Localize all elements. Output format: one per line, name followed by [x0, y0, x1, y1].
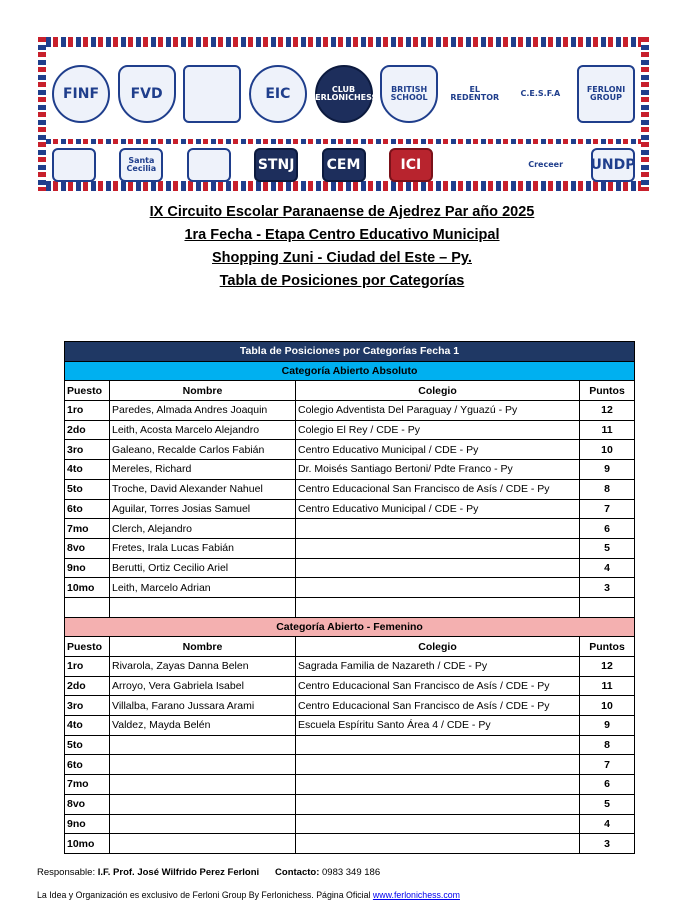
cell-nombre: Mereles, Richard	[110, 460, 296, 480]
cell-colegio	[296, 755, 580, 775]
cell-nombre: Clerch, Alejandro	[110, 519, 296, 539]
cell-puesto: 1ro	[65, 657, 110, 677]
chess-king-logo-text: FINF	[62, 85, 100, 102]
undp-logo-text: UNDP	[590, 156, 636, 173]
creceer-logo-text: Creceer	[528, 159, 564, 169]
cell-nombre: Villalba, Farano Jussara Arami	[110, 696, 296, 716]
category-row-femenino	[65, 617, 635, 637]
cell-nombre: Fretes, Irala Lucas Fabián	[110, 538, 296, 558]
cell-nombre: Troche, David Alexander Nahuel	[110, 479, 296, 499]
cell-colegio: Centro Educacional San Francisco de Asís / CDE - Py	[296, 676, 580, 696]
cell-puntos: 6	[580, 775, 635, 795]
cell-puntos: 5	[580, 794, 635, 814]
church-logo-text	[210, 92, 214, 96]
cell-puesto: 4to	[65, 716, 110, 736]
cell-puesto: 9no	[65, 558, 110, 578]
cell-puesto: 2do	[65, 676, 110, 696]
christ-statue-icon	[446, 65, 504, 123]
col-header-puntos: Puntos	[580, 381, 635, 401]
seal-logo-text: EIC	[265, 85, 291, 102]
heading-table-title: Tabla de Posiciones por Categorías	[219, 273, 465, 289]
table-title: Tabla de Posiciones por Categorías Fecha 1	[65, 342, 635, 362]
cell-nombre: Rivarola, Zayas Danna Belen	[110, 657, 296, 677]
col-header-puesto: Puesto	[65, 381, 110, 401]
contacto-label: Contacto:	[275, 867, 320, 878]
blank-cell	[296, 597, 580, 617]
cell-nombre	[110, 755, 296, 775]
website-link[interactable]: www.ferlonichess.com	[372, 890, 460, 900]
cell-puntos: 12	[580, 657, 635, 677]
document-headings	[0, 201, 684, 293]
cell-colegio: Centro Educacional San Francisco de Asís / CDE - Py	[296, 479, 580, 499]
col-header-colegio: Colegio	[296, 637, 580, 657]
col-header-puesto: Puesto	[65, 637, 110, 657]
cell-colegio	[296, 794, 580, 814]
cell-nombre	[110, 794, 296, 814]
cell-puesto: 10mo	[65, 578, 110, 598]
cell-puesto: 6to	[65, 499, 110, 519]
sponsor-banner	[38, 37, 649, 191]
cell-colegio	[296, 834, 580, 854]
cell-nombre: Aguilar, Torres Josias Samuel	[110, 499, 296, 519]
blank-cell	[580, 597, 635, 617]
responsable-name: I.F. Prof. José Wilfrido Perez Ferloni	[97, 867, 260, 878]
cell-nombre: Arroyo, Vera Gabriela Isabel	[110, 676, 296, 696]
col-header-nombre: Nombre	[110, 381, 296, 401]
cell-nombre: Berutti, Ortiz Cecilio Ariel	[110, 558, 296, 578]
cell-puesto: 3ro	[65, 440, 110, 460]
cell-puesto: 10mo	[65, 834, 110, 854]
cell-puntos: 9	[580, 716, 635, 736]
colegio-seal-icon	[187, 148, 231, 182]
cell-colegio: Sagrada Familia de Nazareth / CDE - Py	[296, 657, 580, 677]
table-row	[65, 716, 635, 736]
cell-nombre	[110, 814, 296, 834]
cell-nombre: Galeano, Recalde Carlos Fabián	[110, 440, 296, 460]
table-row	[65, 499, 635, 519]
cell-nombre	[110, 834, 296, 854]
table-row	[65, 834, 635, 854]
shield-crest-logo-text: FVD	[130, 85, 163, 102]
cell-nombre	[110, 775, 296, 795]
chessboard-icon	[309, 65, 378, 123]
church-icon	[183, 65, 241, 123]
blank-cell	[110, 597, 296, 617]
table-row	[65, 696, 635, 716]
cell-colegio: Colegio El Rey / CDE - Py	[296, 420, 580, 440]
cell-nombre: Paredes, Almada Andres Joaquin	[110, 401, 296, 421]
cell-puntos: 3	[580, 578, 635, 598]
table-row	[65, 460, 635, 480]
seal-icon	[249, 65, 307, 123]
banner-stripe-left	[38, 37, 46, 191]
cell-colegio	[296, 735, 580, 755]
table-row	[65, 578, 635, 598]
table-title-row	[65, 342, 635, 362]
table-row	[65, 775, 635, 795]
cell-colegio	[296, 578, 580, 598]
cell-puntos: 11	[580, 420, 635, 440]
cell-colegio	[296, 775, 580, 795]
stnj-logo-text: STNJ	[257, 156, 295, 173]
table-row	[65, 519, 635, 539]
undp-icon	[591, 148, 635, 182]
contacto-value: 0983 349 186	[319, 867, 381, 878]
cell-puntos: 10	[580, 696, 635, 716]
sunrise-icon	[322, 148, 366, 182]
cell-puntos: 10	[580, 440, 635, 460]
cell-puntos: 3	[580, 834, 635, 854]
cell-puesto: 3ro	[65, 696, 110, 716]
cell-puesto: 5to	[65, 735, 110, 755]
cell-puntos: 9	[580, 460, 635, 480]
cell-puntos: 8	[580, 479, 635, 499]
colegio-seal-logo-text	[207, 163, 211, 167]
cell-puntos: 8	[580, 735, 635, 755]
school-building-icon	[52, 148, 96, 182]
creceer-icon	[524, 148, 568, 182]
cell-puntos: 6	[580, 519, 635, 539]
cell-colegio	[296, 519, 580, 539]
table-row	[65, 538, 635, 558]
cross-icon	[511, 65, 569, 123]
cell-puesto: 8vo	[65, 538, 110, 558]
table-row	[65, 479, 635, 499]
runner-logo-text: ICI	[400, 156, 422, 173]
cell-nombre: Leith, Marcelo Adrian	[110, 578, 296, 598]
cell-nombre: Valdez, Mayda Belén	[110, 716, 296, 736]
cell-puesto: 4to	[65, 460, 110, 480]
cell-puntos: 12	[580, 401, 635, 421]
category-row-absoluto	[65, 361, 635, 381]
cell-colegio	[296, 814, 580, 834]
cell-puesto: 1ro	[65, 401, 110, 421]
table-row	[65, 420, 635, 440]
cell-puntos: 7	[580, 499, 635, 519]
santa-rosa-shield-icon	[456, 148, 500, 182]
standings-table	[64, 341, 635, 854]
footer-credit	[37, 890, 460, 900]
banner-stripe-top	[38, 37, 649, 47]
cross-logo-text: C.E.S.F.A	[520, 88, 561, 98]
cell-nombre: Leith, Acosta Marcelo Alejandro	[110, 420, 296, 440]
cell-colegio: Colegio Adventista Del Paraguay / Yguazú - Py	[296, 401, 580, 421]
stnj-icon	[254, 148, 298, 182]
cell-puntos: 4	[580, 814, 635, 834]
blank-separator-row	[65, 597, 635, 617]
logo-row-top	[52, 51, 635, 137]
table-row	[65, 558, 635, 578]
table-row	[65, 814, 635, 834]
table-row	[65, 440, 635, 460]
cell-colegio: Escuela Espíritu Santo Área 4 / CDE - Py	[296, 716, 580, 736]
table-row	[65, 755, 635, 775]
cell-puesto: 9no	[65, 814, 110, 834]
category-absoluto-label: Categoría Abierto Absoluto	[65, 361, 635, 381]
col-header-nombre: Nombre	[110, 637, 296, 657]
cell-colegio: Centro Educativo Municipal / CDE - Py	[296, 499, 580, 519]
logo-row-bottom	[52, 147, 635, 183]
cell-puesto: 6to	[65, 755, 110, 775]
cell-puesto: 7mo	[65, 519, 110, 539]
responsable-label: Responsable:	[37, 867, 98, 878]
cell-nombre	[110, 735, 296, 755]
column-header-row	[65, 637, 635, 657]
christ-statue-logo-text: EL REDENTOR	[450, 84, 500, 102]
union-jack-shield-icon	[380, 65, 438, 123]
table-row	[65, 735, 635, 755]
banner-stripe-middle	[38, 139, 649, 144]
cell-puesto: 8vo	[65, 794, 110, 814]
cell-puntos: 5	[580, 538, 635, 558]
santa-rosa-shield-logo-text	[476, 163, 480, 167]
runner-icon	[389, 148, 433, 182]
school-building-logo-text	[72, 163, 76, 167]
heading-fecha: 1ra Fecha - Etapa Centro Educativo Municipal	[184, 227, 500, 243]
col-header-colegio: Colegio	[296, 381, 580, 401]
sunrise-logo-text: CEM	[326, 156, 361, 173]
heading-location: Shopping Zuni - Ciudad del Este – Py.	[212, 250, 472, 266]
blank-cell	[65, 597, 110, 617]
ferloni-group-icon	[577, 65, 635, 123]
cell-puntos: 7	[580, 755, 635, 775]
institute-seal-icon	[119, 148, 163, 182]
cell-colegio	[296, 558, 580, 578]
chessboard-logo-text: CLUB FERLONICHESS	[309, 84, 378, 102]
cell-puntos: 11	[580, 676, 635, 696]
footer-responsable	[37, 867, 380, 878]
cell-colegio: Dr. Moisés Santiago Bertoni/ Pdte Franco - Py	[296, 460, 580, 480]
cell-puntos: 4	[580, 558, 635, 578]
table-row	[65, 676, 635, 696]
heading-tournament: IX Circuito Escolar Paranaense de Ajedrez Par año 2025	[149, 204, 535, 220]
col-header-puntos: Puntos	[580, 637, 635, 657]
cell-puesto: 2do	[65, 420, 110, 440]
cell-puesto: 7mo	[65, 775, 110, 795]
ferloni-group-logo-text: FERLONI GROUP	[586, 84, 626, 102]
table-row	[65, 794, 635, 814]
cell-colegio	[296, 538, 580, 558]
credit-text: La Idea y Organización es exclusivo de Ferloni Group By Ferlonichess. Página Oficial	[37, 890, 373, 900]
banner-stripe-right	[641, 37, 649, 191]
cell-puesto: 5to	[65, 479, 110, 499]
cell-colegio: Centro Educacional San Francisco de Asís / CDE - Py	[296, 696, 580, 716]
shield-crest-icon	[118, 65, 176, 123]
institute-seal-logo-text: Santa Cecilia	[126, 155, 157, 173]
cell-colegio: Centro Educativo Municipal / CDE - Py	[296, 440, 580, 460]
table-row	[65, 401, 635, 421]
chess-king-icon	[52, 65, 110, 123]
table-row	[65, 657, 635, 677]
category-femenino-label: Categoría Abierto - Femenino	[65, 617, 635, 637]
column-header-row	[65, 381, 635, 401]
union-jack-shield-logo-text: BRITISH SCHOOL	[390, 84, 428, 102]
